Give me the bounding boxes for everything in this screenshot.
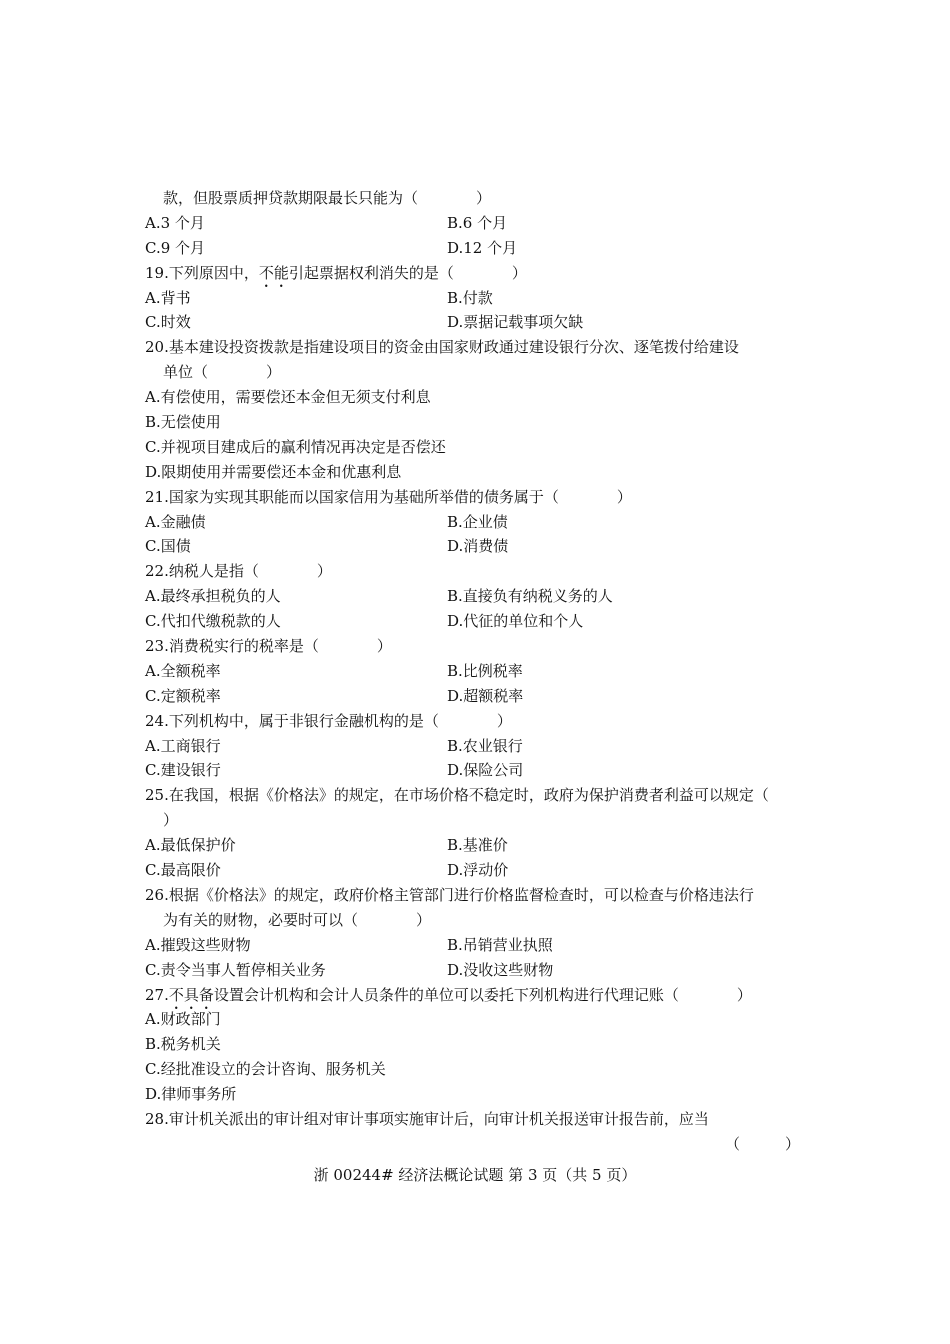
q27-option-c: C.经批准设立的会计咨询、服务机关 [145, 1060, 386, 1079]
q18-options-cd [145, 236, 810, 261]
q21-options-ab [145, 510, 810, 535]
q28-stem: 28.审计机关派出的审计组对审计事项实施审计后，向审计机关报送审计报告前，应当 [145, 1109, 709, 1128]
q26-option-b: B.吊销营业执照 [447, 935, 553, 954]
q26-option-a: A.摧毁这些财物 [145, 935, 251, 954]
q18-stem-continuation: 款，但股票质押贷款期限最长只能为（ ） [163, 189, 492, 207]
q21-stem: 21.国家为实现其职能而以国家信用为基础所举借的债务属于（ ） [145, 487, 632, 506]
q19-stem: 19.下列原因中，不能引起票据权利消失的是（ ） [145, 263, 527, 282]
q24-option-b: B.农业银行 [447, 736, 523, 755]
q22-options-cd [145, 609, 810, 634]
q26-options-ab [145, 933, 810, 958]
q20-option-b: B.无偿使用 [145, 413, 221, 432]
q26-options-cd [145, 958, 810, 983]
q21-option-b: B.企业债 [447, 512, 508, 531]
q27-option-b: B.税务机关 [145, 1035, 221, 1054]
q21-option-a: A.金融债 [145, 512, 206, 531]
question-list [145, 186, 810, 1157]
q19-options-cd [145, 310, 810, 335]
q19-option-d: D.票据记载事项欠缺 [447, 313, 584, 332]
q20-stem-line1: 20.基本建设投资拨款是指建设项目的资金由国家财政通过建设银行分次、逐笔拨付给建设 [145, 338, 739, 357]
q20-option-d: D.限期使用并需要偿还本金和优惠利息 [145, 462, 402, 481]
q27-stem: 27.不具备设置会计机构和会计人员条件的单位可以委托下列机构进行代理记账（ ） [145, 985, 752, 1004]
q19-option-b: B.付款 [447, 288, 493, 307]
q21-option-c: C.国债 [145, 537, 191, 556]
q23-option-a: A.全额税率 [145, 661, 221, 680]
q24-options-ab [145, 734, 810, 759]
q26-option-d: D.没收这些财物 [447, 960, 554, 979]
emphasis-dots: 不具备 [168, 985, 214, 1004]
q23-options-cd [145, 684, 810, 709]
q23-stem: 23.消费税实行的税率是（ ） [145, 637, 392, 656]
q24-stem: 24.下列机构中，属于非银行金融机构的是（ ） [145, 711, 512, 730]
q26-stem-line2: 为有关的财物，必要时可以（ ） [163, 910, 432, 929]
q26-stem-line1: 26.根据《价格法》的规定，政府价格主管部门进行价格监督检查时，可以检查与价格违法行 [145, 885, 754, 904]
page-footer: 浙 00244# 经济法概论试题 第 3 页（共 5 页） [313, 1166, 637, 1184]
q18-option-c: C.9 个月 [145, 238, 206, 257]
q25-stem-line2: ） [163, 811, 179, 830]
q21-options-cd [145, 534, 810, 559]
q19-options-ab [145, 286, 810, 311]
q27-option-d: D.律师事务所 [145, 1085, 237, 1104]
q24-option-c: C.建设银行 [145, 761, 221, 780]
q25-option-d: D.浮动价 [447, 861, 509, 880]
q18-option-b: B.6 个月 [447, 213, 508, 232]
q25-options-ab [145, 833, 810, 858]
q18-option-a: A.3 个月 [145, 213, 205, 232]
emphasis-dots: 不能 [258, 263, 289, 282]
q24-options-cd [145, 758, 810, 783]
q28-answer-paren: （ ） [724, 1134, 800, 1153]
q18-options-ab [145, 211, 810, 236]
q20-stem-line2: 单位（ ） [163, 363, 282, 382]
q21-option-d: D.消费债 [447, 537, 509, 556]
q25-option-a: A.最低保护价 [145, 836, 236, 855]
q25-option-c: C.最高限价 [145, 861, 221, 880]
q22-stem: 22.纳税人是指（ ） [145, 562, 332, 581]
q25-option-b: B.基准价 [447, 836, 508, 855]
q20-option-a: A.有偿使用，需要偿还本金但无须支付利息 [145, 388, 431, 407]
q26-option-c: C.责令当事人暂停相关业务 [145, 960, 326, 979]
q24-option-a: A.工商银行 [145, 736, 221, 755]
q22-option-a: A.最终承担税负的人 [145, 587, 281, 606]
q24-option-d: D.保险公司 [447, 761, 524, 780]
q20-option-c: C.并视项目建成后的赢利情况再决定是否偿还 [145, 437, 446, 456]
q25-options-cd [145, 858, 810, 883]
q27-option-a: A.财政部门 [145, 1010, 221, 1029]
q22-option-c: C.代扣代缴税款的人 [145, 612, 281, 631]
q19-option-a: A.背书 [145, 288, 191, 307]
q23-options-ab [145, 659, 810, 684]
q22-options-ab [145, 584, 810, 609]
q23-option-c: C.定额税率 [145, 686, 221, 705]
q18-option-d: D.12 个月 [447, 238, 518, 257]
q25-stem-line1: 25.在我国，根据《价格法》的规定，在市场价格不稳定时，政府为保护消费者利益可以规定（ [145, 786, 769, 805]
q23-option-b: B.比例税率 [447, 661, 523, 680]
q22-option-b: B.直接负有纳税义务的人 [447, 587, 613, 606]
q22-option-d: D.代征的单位和个人 [447, 612, 584, 631]
q23-option-d: D.超额税率 [447, 686, 524, 705]
q19-option-c: C.时效 [145, 313, 191, 332]
